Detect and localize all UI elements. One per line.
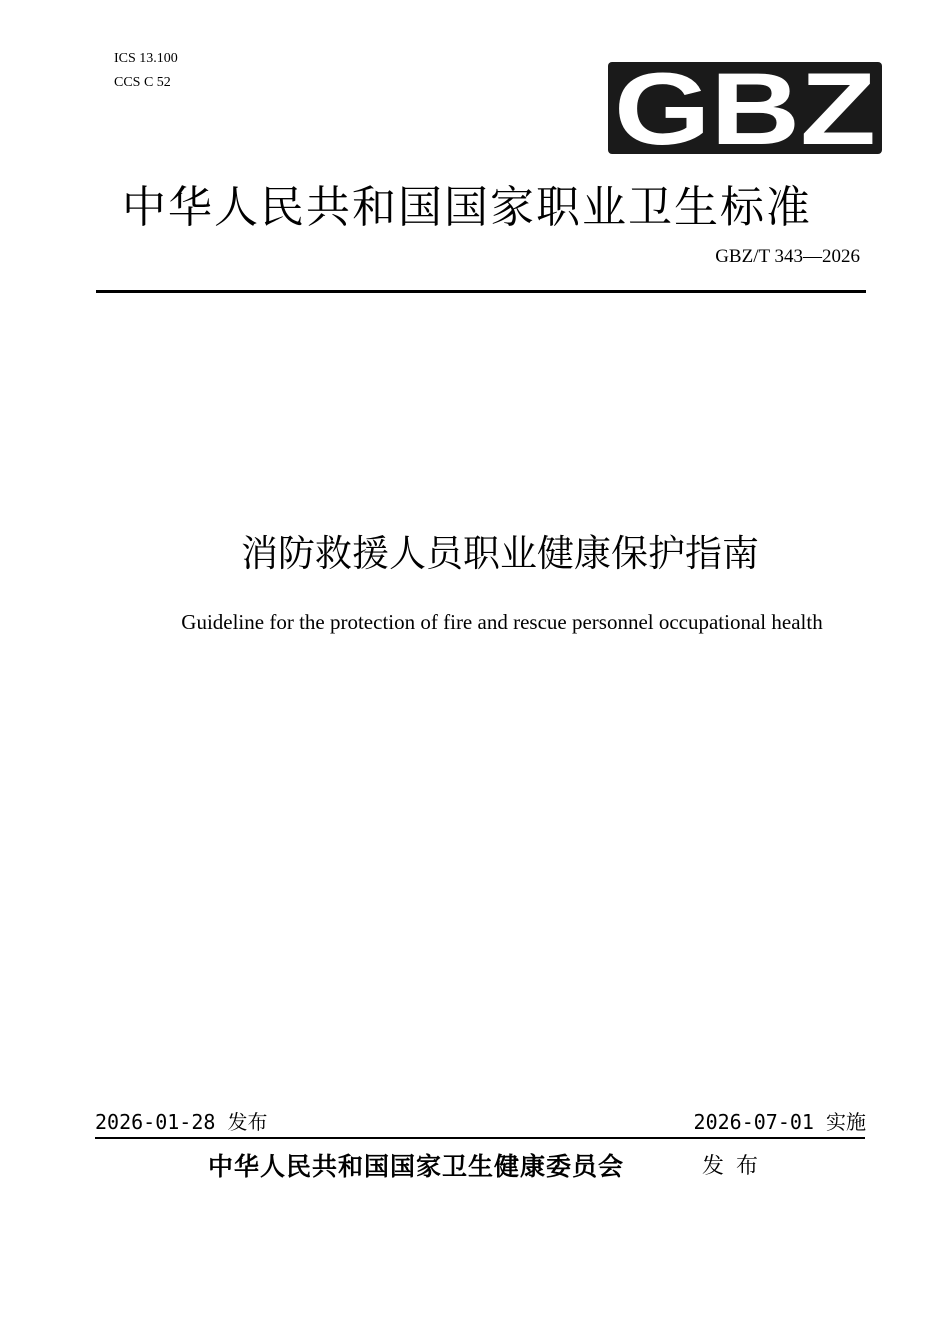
standard-number: GBZ/T 343—2026 <box>715 246 860 267</box>
document-title-chinese: 消防救援人员职业健康保护指南 <box>241 532 759 575</box>
ccs-code: CCS C 52 <box>114 75 171 90</box>
bottom-divider <box>95 1137 865 1139</box>
issuing-action: 发布 <box>702 1154 771 1179</box>
document-title-english: Guideline for the protection of fire and rescue personnel occupational health <box>181 610 823 634</box>
ics-code: ICS 13.100 <box>114 51 178 66</box>
gbz-logo-text: GBZ <box>614 62 876 154</box>
standard-category-title: 中华人民共和国国家职业卫生标准 <box>122 182 812 233</box>
top-divider <box>96 290 866 293</box>
implementation-date: 2026-07-01 实施 <box>693 1110 866 1134</box>
issuing-authority: 中华人民共和国国家卫生健康委员会 <box>208 1152 625 1181</box>
gbz-logo <box>608 62 882 154</box>
issue-date: 2026-01-28 发布 <box>95 1110 268 1134</box>
